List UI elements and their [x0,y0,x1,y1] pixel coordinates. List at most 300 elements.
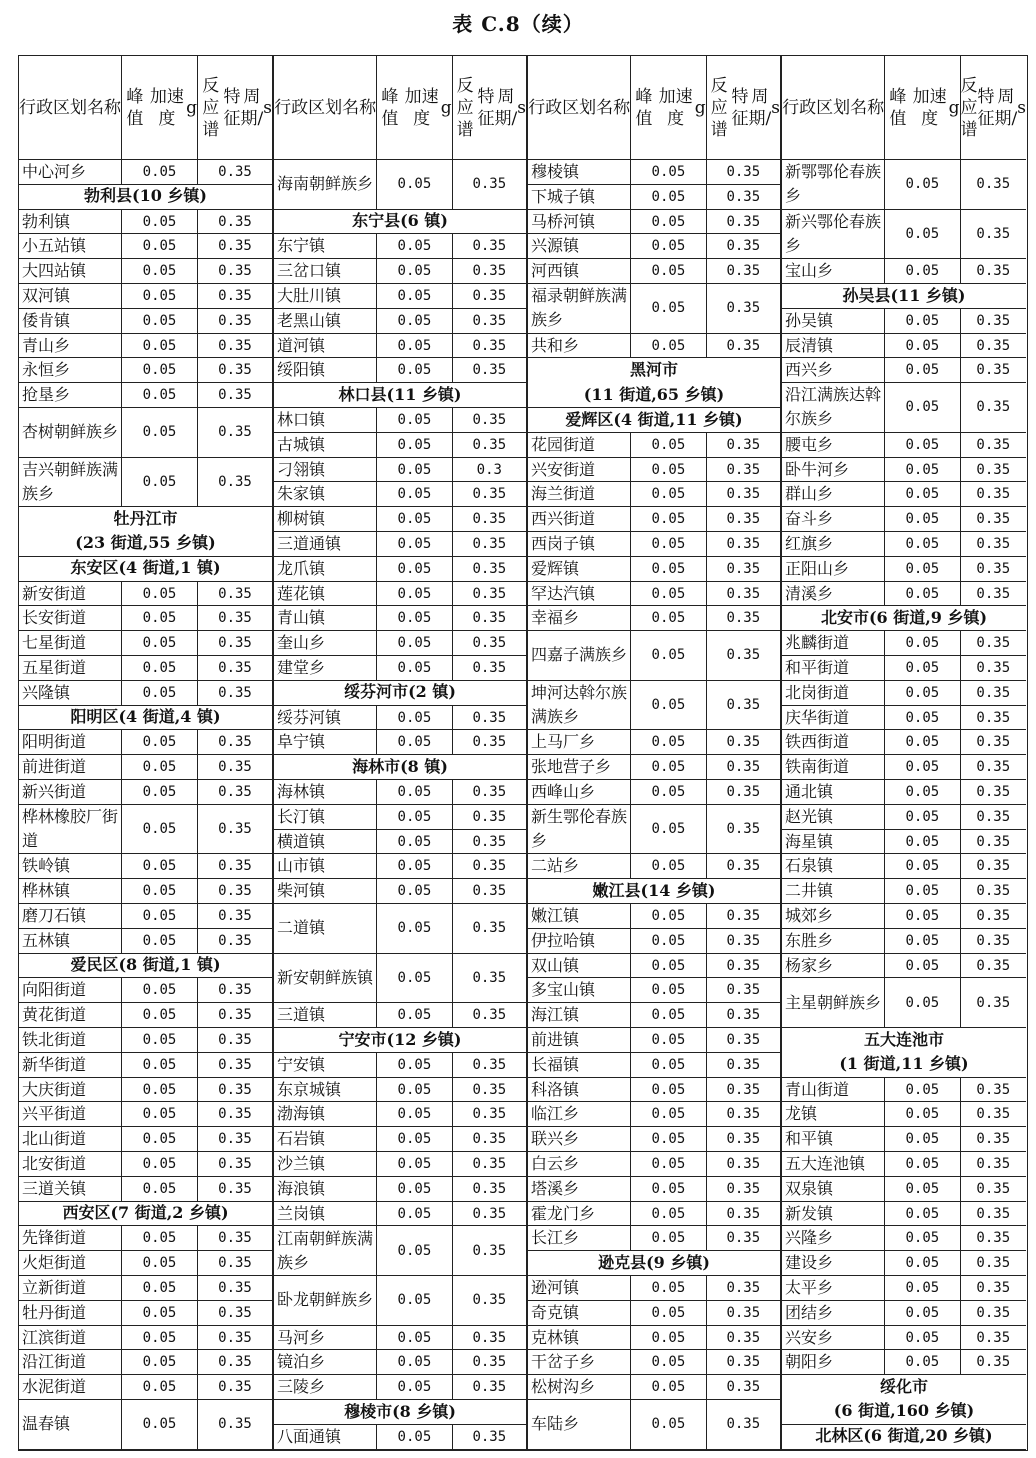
period-value: 0.35 [706,954,780,978]
peak-acceleration-value: 0.05 [884,755,959,779]
division-name: 沿江满族达斡尔族乡 [785,385,882,429]
peak-acceleration-value: 0.05 [630,1375,705,1399]
section-title: 孙吴县(11 乡镇) [842,285,966,305]
table-row [274,1350,526,1375]
period-value: 0.35 [706,1102,780,1126]
period-value: 0.35 [960,1177,1026,1201]
peak-acceleration-value: 0.05 [630,681,705,730]
table-title: 表 C.8（续） [452,12,584,36]
table-row [782,681,1026,706]
period-value: 0.35 [706,606,780,630]
peak-acceleration-value: 0.05 [630,1177,705,1201]
table-row [19,284,272,309]
division-name: 和平镇 [785,1129,834,1149]
table-row [274,1127,526,1152]
table-row [274,830,526,855]
table-row [274,1102,526,1127]
header-text: g [694,97,706,118]
peak-acceleration-value: 0.05 [884,334,959,358]
section-heading [782,1425,1026,1450]
period-value: 0.35 [706,929,780,953]
peak-acceleration-value: 0.05 [630,606,705,630]
peak-acceleration-value: 0.05 [376,234,451,258]
period-value: 0.35 [452,1078,526,1102]
period-value: 0.35 [197,284,272,308]
period-value: 0.35 [706,854,780,878]
division-name: 刁翎镇 [277,459,326,479]
table-row [782,780,1026,805]
table-row [528,1276,780,1301]
section-title: 嫩江县(14 乡镇) [592,880,716,900]
table-row [19,160,272,185]
division-name: 古城镇 [277,434,326,454]
table-row [528,482,780,507]
period-value: 0.35 [960,1276,1026,1300]
division-name: 新安街道 [22,583,87,603]
period-value: 0.35 [452,532,526,556]
peak-acceleration-value: 0.05 [376,433,451,457]
section-subtitle: (23 街道,55 乡镇) [75,533,216,553]
section-title: 海林市(8 镇) [352,756,448,776]
peak-acceleration-value: 0.05 [884,1276,959,1300]
period-value: 0.35 [960,160,1026,209]
table-row [782,1326,1026,1351]
period-value: 0.35 [452,706,526,730]
division-name: 老黑山镇 [277,310,342,330]
peak-acceleration-value: 0.05 [376,780,451,804]
period-value: 0.35 [452,433,526,457]
header-text: s [263,97,272,118]
table-row [782,1078,1026,1103]
peak-acceleration-value: 0.05 [630,730,705,754]
peak-acceleration-value: 0.05 [884,259,959,283]
table-row [782,507,1026,532]
section-subtitle: (11 街道,65 乡镇) [583,384,725,404]
table-row [274,730,526,755]
table-row [782,210,1026,260]
division-name: 幸福乡 [531,608,580,628]
table-row [274,606,526,631]
period-value: 0.35 [706,334,780,358]
table-row [528,1375,780,1400]
peak-acceleration-value: 0.05 [884,160,959,209]
period-value: 0.35 [706,1226,780,1250]
period-value: 0.35 [960,929,1026,953]
division-name: 阜宁镇 [277,732,326,752]
period-value: 0.35 [197,1326,272,1350]
table-row [528,458,780,483]
period-value: 0.35 [960,1350,1026,1374]
peak-acceleration-value: 0.05 [630,1102,705,1126]
division-name: 大庆街道 [22,1079,87,1099]
peak-acceleration-value: 0.05 [376,879,451,903]
peak-acceleration-value: 0.05 [884,383,959,432]
peak-acceleration-value: 0.05 [376,259,451,283]
division-name: 温春镇 [22,1414,71,1434]
peak-acceleration-value: 0.05 [376,507,451,531]
division-name: 三岔口镇 [277,261,342,281]
peak-acceleration-value: 0.05 [884,929,959,953]
header-peak-acceleration [376,56,451,159]
header-peak-acceleration [121,56,197,159]
header-text: 加速度 [404,86,439,129]
period-value: 0.35 [452,854,526,878]
division-name: 海林镇 [277,781,326,801]
period-value: 0.35 [197,681,272,705]
period-value: 0.35 [197,606,272,630]
peak-acceleration-value: 0.05 [121,1177,197,1201]
table-row [528,334,780,359]
period-value: 0.35 [706,234,780,258]
peak-acceleration-value: 0.05 [884,482,959,506]
table-row [19,1251,272,1276]
division-name: 城郊乡 [785,905,834,925]
peak-acceleration-value: 0.05 [376,1127,451,1151]
period-value: 0.35 [960,656,1026,680]
table-row [274,482,526,507]
peak-acceleration-value: 0.05 [376,482,451,506]
period-value: 0.35 [452,1127,526,1151]
table-row [782,1226,1026,1251]
division-name: 四嘉子满族乡 [531,645,628,665]
table-row [19,1053,272,1078]
table-row [274,309,526,334]
period-value: 0.35 [706,482,780,506]
table-row [782,631,1026,656]
division-name: 吉兴朝鲜族满族乡 [22,459,119,503]
division-name: 双泉镇 [785,1178,834,1198]
period-value: 0.35 [197,160,272,184]
division-name: 杨家乡 [785,955,834,975]
header-text: 加速度 [912,86,947,129]
table-row [528,854,780,879]
peak-acceleration-value: 0.05 [884,1152,959,1176]
section-heading [782,1375,1026,1425]
header-text: 名称 [596,97,631,118]
period-value: 0.35 [706,1003,780,1027]
header-text: 周期/ [994,86,1018,129]
period-value: 0.35 [452,1152,526,1176]
table-row [274,557,526,582]
table-row [274,656,526,681]
table-row [19,1350,272,1375]
table-row [528,1028,780,1053]
period-value: 0.35 [706,259,780,283]
table-row [274,1177,526,1202]
division-name: 五星街道 [22,657,87,677]
division-name: 二道镇 [277,918,326,938]
period-value: 0.35 [960,532,1026,556]
period-value: 0.35 [960,805,1026,829]
period-value: 0.35 [706,1301,780,1325]
period-value: 0.35 [960,631,1026,655]
period-value: 0.35 [706,1202,780,1226]
table-row [19,929,272,954]
peak-acceleration-value: 0.05 [121,730,197,754]
division-name: 福录朝鲜族满族乡 [531,286,628,330]
period-value: 0.35 [197,1127,272,1151]
division-name: 石泉镇 [785,856,834,876]
peak-acceleration-value: 0.05 [121,656,197,680]
section-title: 东宁县(6 镇) [352,211,448,231]
table-row [782,358,1026,383]
division-name: 沿江街道 [22,1352,87,1372]
period-value: 0.35 [197,780,272,804]
table-row [274,1003,526,1028]
division-name: 下城子镇 [531,186,596,206]
peak-acceleration-value: 0.05 [376,309,451,333]
peak-acceleration-value: 0.05 [630,1400,705,1449]
header-text: 行政区划 [274,97,343,118]
header-text: 反应谱 [710,75,728,140]
division-name: 建设乡 [785,1253,834,1273]
division-name: 兴安街道 [531,459,596,479]
period-value: 0.35 [452,507,526,531]
table-header [528,56,780,160]
peak-acceleration-value: 0.05 [884,1326,959,1350]
header-text: 加速度 [658,86,693,129]
peak-acceleration-value: 0.05 [121,904,197,928]
table-column-3 [526,56,780,1450]
header-text: s [517,97,526,118]
peak-acceleration-value: 0.05 [630,185,705,209]
division-name: 上马厂乡 [531,732,596,752]
period-value: 0.35 [197,1301,272,1325]
section-title: 逊克县(9 乡镇) [598,1252,710,1272]
period-value: 0.35 [197,879,272,903]
table-row [528,631,780,681]
table-row [274,854,526,879]
table-row [19,309,272,334]
section-title: 绥化市 [879,1376,928,1396]
table-row [274,631,526,656]
period-value: 0.35 [960,582,1026,606]
period-value: 0.35 [197,408,272,457]
peak-acceleration-value: 0.05 [630,458,705,482]
table-row [782,805,1026,830]
division-name: 杏树朝鲜族乡 [22,422,119,442]
division-name: 新安朝鲜族镇 [277,967,374,987]
peak-acceleration-value: 0.05 [884,532,959,556]
division-name: 长汀镇 [277,806,326,826]
period-value: 0.35 [960,978,1026,1027]
period-value: 0.35 [706,978,780,1002]
table-row [274,1053,526,1078]
division-name: 朝阳乡 [785,1352,834,1372]
division-name: 青山乡 [22,335,71,355]
division-name: 三道关镇 [22,1178,87,1198]
period-value: 0.35 [452,1003,526,1027]
table-row [19,681,272,706]
division-name: 黄花街道 [22,1005,87,1025]
division-name: 朱家镇 [277,484,326,504]
peak-acceleration-value: 0.05 [630,1350,705,1374]
peak-acceleration-value: 0.05 [630,1127,705,1151]
division-name: 长福镇 [531,1054,580,1074]
division-name: 兴源镇 [531,236,580,256]
division-name: 石岩镇 [277,1129,326,1149]
table-row [274,879,526,904]
period-value: 0.35 [706,1127,780,1151]
header-peak-acceleration [630,56,705,159]
peak-acceleration-value: 0.05 [376,606,451,630]
table-row [274,954,526,1004]
header-characteristic-period [706,56,780,159]
period-value: 0.35 [197,1028,272,1052]
header-text: s [771,97,780,118]
table-row [528,210,780,235]
division-name: 马桥河镇 [531,211,596,231]
division-name: 新发镇 [785,1203,834,1223]
table-row [782,1102,1026,1127]
division-name: 兰岗镇 [277,1203,326,1223]
division-name: 向阳街道 [22,980,87,1000]
period-value: 0.35 [960,854,1026,878]
table-row [528,1078,780,1103]
peak-acceleration-value: 0.05 [884,1202,959,1226]
peak-acceleration-value: 0.05 [630,1326,705,1350]
table-row [782,1350,1026,1375]
peak-acceleration-value: 0.05 [376,1375,451,1399]
peak-acceleration-value: 0.05 [121,458,197,507]
header-text: g [186,97,197,118]
period-value: 0.35 [197,1003,272,1027]
peak-acceleration-value: 0.05 [630,1003,705,1027]
peak-acceleration-value: 0.05 [121,1102,197,1126]
table-row [782,706,1026,731]
period-value: 0.35 [960,1102,1026,1126]
header-peak-acceleration [884,56,959,159]
table-row [274,1152,526,1177]
period-value: 0.35 [197,755,272,779]
table-row [528,904,780,929]
peak-acceleration-value: 0.05 [376,854,451,878]
period-value: 0.35 [960,706,1026,730]
table-row [274,259,526,284]
division-name: 海浪镇 [277,1178,326,1198]
period-value: 0.35 [706,904,780,928]
table-row [19,631,272,656]
peak-acceleration-value: 0.05 [884,978,959,1027]
period-value: 0.35 [706,557,780,581]
peak-acceleration-value: 0.05 [376,1152,451,1176]
table-row [19,978,272,1003]
table-row [782,1152,1026,1177]
period-value: 0.35 [452,557,526,581]
section-heading [782,606,1026,631]
period-value: 0.35 [960,433,1026,457]
period-value: 0.35 [197,1177,272,1201]
table-row [274,1276,526,1326]
division-name: 宁安镇 [277,1054,326,1074]
table-row [274,334,526,359]
table-row [782,1301,1026,1326]
header-text: 峰值 [381,86,399,129]
table-row [19,458,272,508]
period-value: 0.35 [452,408,526,432]
period-value: 0.35 [960,1326,1026,1350]
table-row [274,1375,526,1400]
section-heading [528,358,780,408]
period-value: 0.35 [706,582,780,606]
division-name: 桦林镇 [22,881,71,901]
table-row [19,210,272,235]
division-name: 山市镇 [277,856,326,876]
table-row [528,755,780,780]
table-row [528,780,780,805]
table-row [528,284,780,334]
peak-acceleration-value: 0.05 [884,830,959,854]
period-value: 0.35 [452,1177,526,1201]
section-title: 爱民区(8 街道,1 镇) [70,955,221,975]
peak-acceleration-value: 0.05 [121,631,197,655]
period-value: 0.35 [960,383,1026,432]
table-row [782,383,1026,433]
table-row [528,1202,780,1227]
peak-acceleration-value: 0.05 [884,681,959,705]
period-value: 0.35 [197,1102,272,1126]
period-value: 0.35 [960,1202,1026,1226]
period-value: 0.35 [452,1053,526,1077]
table-row [528,532,780,557]
division-name: 三陵乡 [277,1377,326,1397]
table-row [782,978,1026,1028]
division-name: 三道通镇 [277,533,342,553]
peak-acceleration-value: 0.05 [376,954,451,1003]
header-characteristic-period [960,56,1026,159]
peak-acceleration-value: 0.05 [121,606,197,630]
table-row [274,358,526,383]
period-value: 0.35 [706,681,780,730]
peak-acceleration-value: 0.05 [376,706,451,730]
period-value: 0.35 [452,1326,526,1350]
division-name: 白云乡 [531,1153,580,1173]
table-row [19,805,272,855]
section-heading [782,1028,1026,1078]
table-row [782,854,1026,879]
period-value: 0.35 [960,482,1026,506]
table-header [19,56,272,160]
peak-acceleration-value: 0.05 [884,1102,959,1126]
period-value: 0.35 [706,210,780,234]
division-name: 海星镇 [785,831,834,851]
peak-acceleration-value: 0.05 [121,210,197,234]
division-name: 莲花镇 [277,583,326,603]
peak-acceleration-value: 0.05 [121,854,197,878]
peak-acceleration-value: 0.05 [376,1177,451,1201]
period-value: 0.35 [960,681,1026,705]
table-row [528,259,780,284]
table-row [782,929,1026,954]
peak-acceleration-value: 0.05 [884,879,959,903]
peak-acceleration-value: 0.05 [884,582,959,606]
division-name: 伊拉哈镇 [531,930,596,950]
division-name: 青山街道 [785,1079,850,1099]
table-row [274,284,526,309]
division-name: 二站乡 [531,856,580,876]
peak-acceleration-value: 0.05 [884,954,959,978]
division-name: 海江镇 [531,1005,580,1025]
peak-acceleration-value: 0.05 [121,408,197,457]
period-value: 0.35 [197,309,272,333]
section-heading [274,1028,526,1053]
division-name: 临江乡 [531,1104,580,1124]
table-row [528,1301,780,1326]
table-row [528,582,780,607]
table-row [782,1127,1026,1152]
peak-acceleration-value: 0.05 [884,458,959,482]
table-row [782,433,1026,458]
